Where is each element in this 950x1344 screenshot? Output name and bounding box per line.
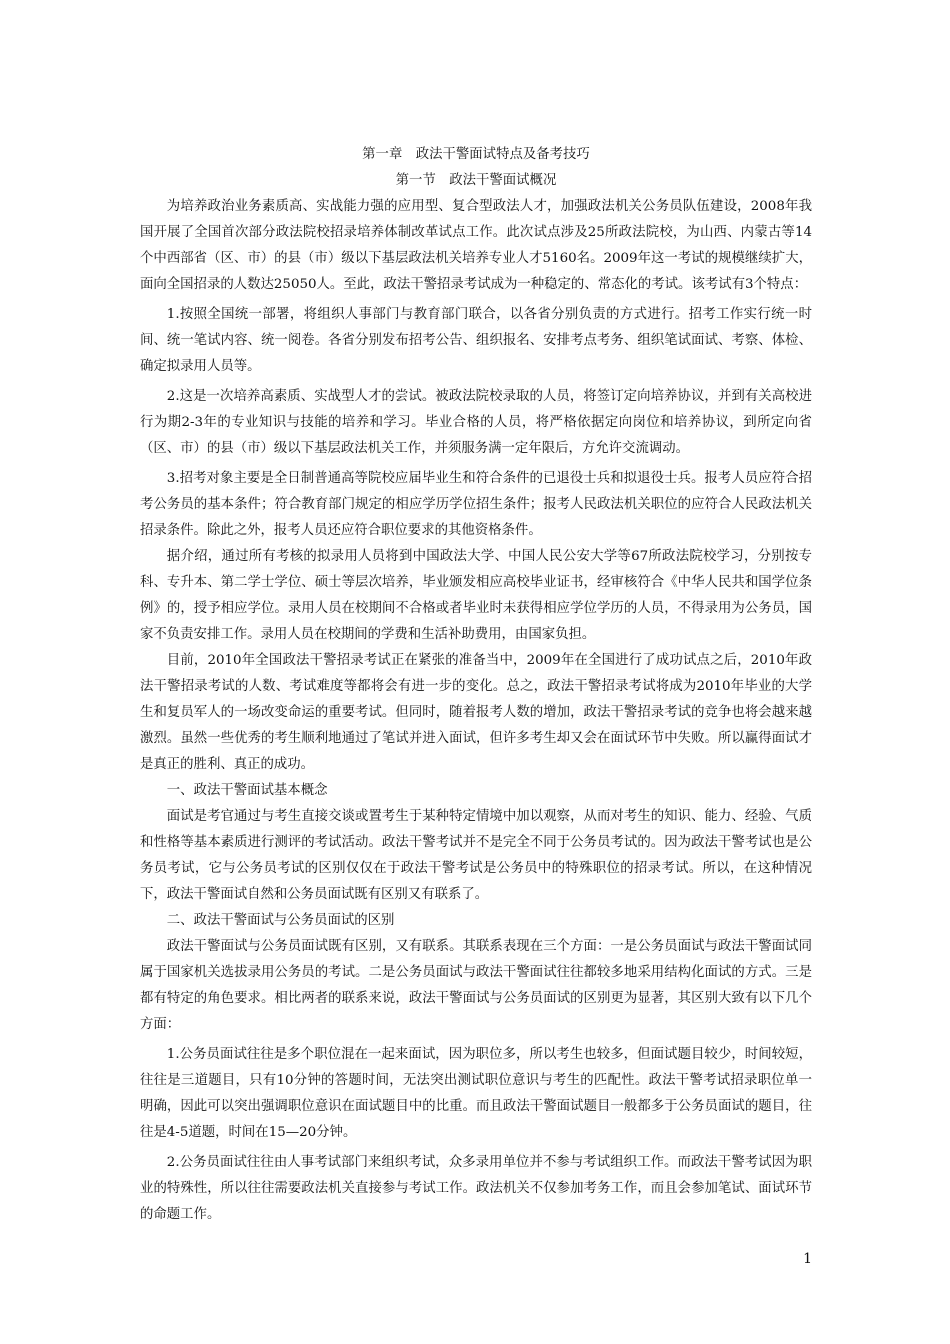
chapter-title: 第一章 政法干警面试特点及备考技巧 [362,147,590,162]
paragraph-feature-3: 3.招考对象主要是全日制普通高等院校应届毕业生和符合条件的已退役士兵和拟退役士兵。报考人员应符合招考公务员的基本条件；符合教育部门规定的相应学历学位招生条件；报考人民政法机关职位的应符合人民政法机关招录条件。除此之外，报考人员还应符合职位要求的其他资格条件。 [140,471,812,538]
document-body [140,142,812,1228]
paragraph-basic-concept: 面试是考官通过与考生直接交谈或置考生于某种特定情境中加以观察，从而对考生的知识、能力、经验、气质和性格等基本素质进行测评的考试活动。政法干警考试并不是完全不同于公务员考试的。因为政法干警考试也是公务员考试，它与公务员考试的区别仅仅在于政法干警考试是公务员中的特殊职位的招录考试。所以，在这种情况下，政法干警面试自然和公务员面试既有区别又有联系了。 [140,809,812,902]
paragraph-current-status: 目前，2010年全国政法干警招录考试正在紧张的准备当中，2009年在全国进行了成功试点之后，2010年政法干警招录考试的人数、考试难度等都将会有进一步的变化。总之，政法干警招录考试将成为2010年毕业的大学生和复员军人的一场改变命运的重要考试。但同时，随着报考人数的增加，政法干警招录考试的竞争也将会越来越激烈。虽然一些优秀的考生顺利地通过了笔试并进入面试，但许多考生却又会在面试环节中失败。所以赢得面试才是真正的胜利、真正的成功。 [140,653,812,772]
page-number: 1 [803,1251,812,1267]
paragraph-feature-1: 1.按照全国统一部署，将组织人事部门与教育部门联合，以各省分别负责的方式进行。招考工作实行统一时间、统一笔试内容、统一阅卷。各省分别发布招考公告、组织报名、安排考点考务、组织笔试面试、考察、体检、确定拟录用人员等。 [140,307,812,374]
paragraph-feature-2: 2.这是一次培养高素质、实战型人才的尝试。被政法院校录取的人员，将签订定向培养协议，并到有关高校进行为期2-3年的专业知识与技能的培养和学习。毕业合格的人员，将严格依据定向岗位和培养协议，到所定向省（区、市）的县（市）级以下基层政法机关工作，并须服务满一定年限后，方允许交流调动。 [140,389,812,456]
subsection-heading-basic-concept: 一、政法干警面试基本概念 [166,783,328,798]
paragraph-introduction-study: 据介绍，通过所有考核的拟录用人员将到中国政法大学、中国人民公安大学等67所政法院校学习，分别按专科、专升本、第二学士学位、硕士等层次培养，毕业颁发相应高校毕业证书，经审核符合《中华人民共和国学位条例》的，授予相应学位。录用人员在校期间不合格或者毕业时未获得相应学位学历的人员，不得录用为公务员，国家不负责安排工作。录用人员在校期间的学费和生活补助费用，由国家负担。 [140,549,812,642]
subsection-heading-differences: 二、政法干警面试与公务员面试的区别 [166,913,395,928]
section-title: 第一节 政法干警面试概况 [395,173,557,188]
paragraph-difference-2: 2.公务员面试往往由人事考试部门来组织考试，众多录用单位并不参与考试组织工作。而政法干警考试因为职业的特殊性，所以往往需要政法机关直接参与考试工作。政法机关不仅参加考务工作，而且会参加笔试、面试环节的命题工作。 [140,1155,812,1222]
paragraph-difference-1: 1.公务员面试往往是多个职位混在一起来面试，因为职位多，所以考生也较多，但面试题目较少，时间较短，往往是三道题目，只有10分钟的答题时间，无法突出测试职位意识与考生的匹配性。政法干警考试招录职位单一明确，因此可以突出强调职位意识在面试题目中的比重。而且政法干警面试题目一般都多于公务员面试的题目，往往是4-5道题，时间在15—20分钟。 [140,1047,812,1140]
paragraph-intro: 为培养政治业务素质高、实战能力强的应用型、复合型政法人才，加强政法机关公务员队伍建设，2008年我国开展了全国首次部分政法院校招录培养体制改革试点工作。此次试点涉及25所政法院校，为山西、内蒙古等14个中西部省（区、市）的县（市）级以下基层政法机关培养专业人才5160名。2009年这一考试的规模继续扩大，面向全国招录的人数达25050人。至此，政法干警招录考试成为一种稳定的、常态化的考试。该考试有3个特点： [140,199,812,292]
paragraph-differences-intro: 政法干警面试与公务员面试既有区别，又有联系。其联系表现在三个方面：一是公务员面试与政法干警面试同属于国家机关选拔录用公务员的考试。二是公务员面试与政法干警面试往往都较多地采用结构化面试的方式。三是都有特定的角色要求。相比两者的联系来说，政法干警面试与公务员面试的区别更为显著，其区别大致有以下几个方面： [140,939,812,1032]
